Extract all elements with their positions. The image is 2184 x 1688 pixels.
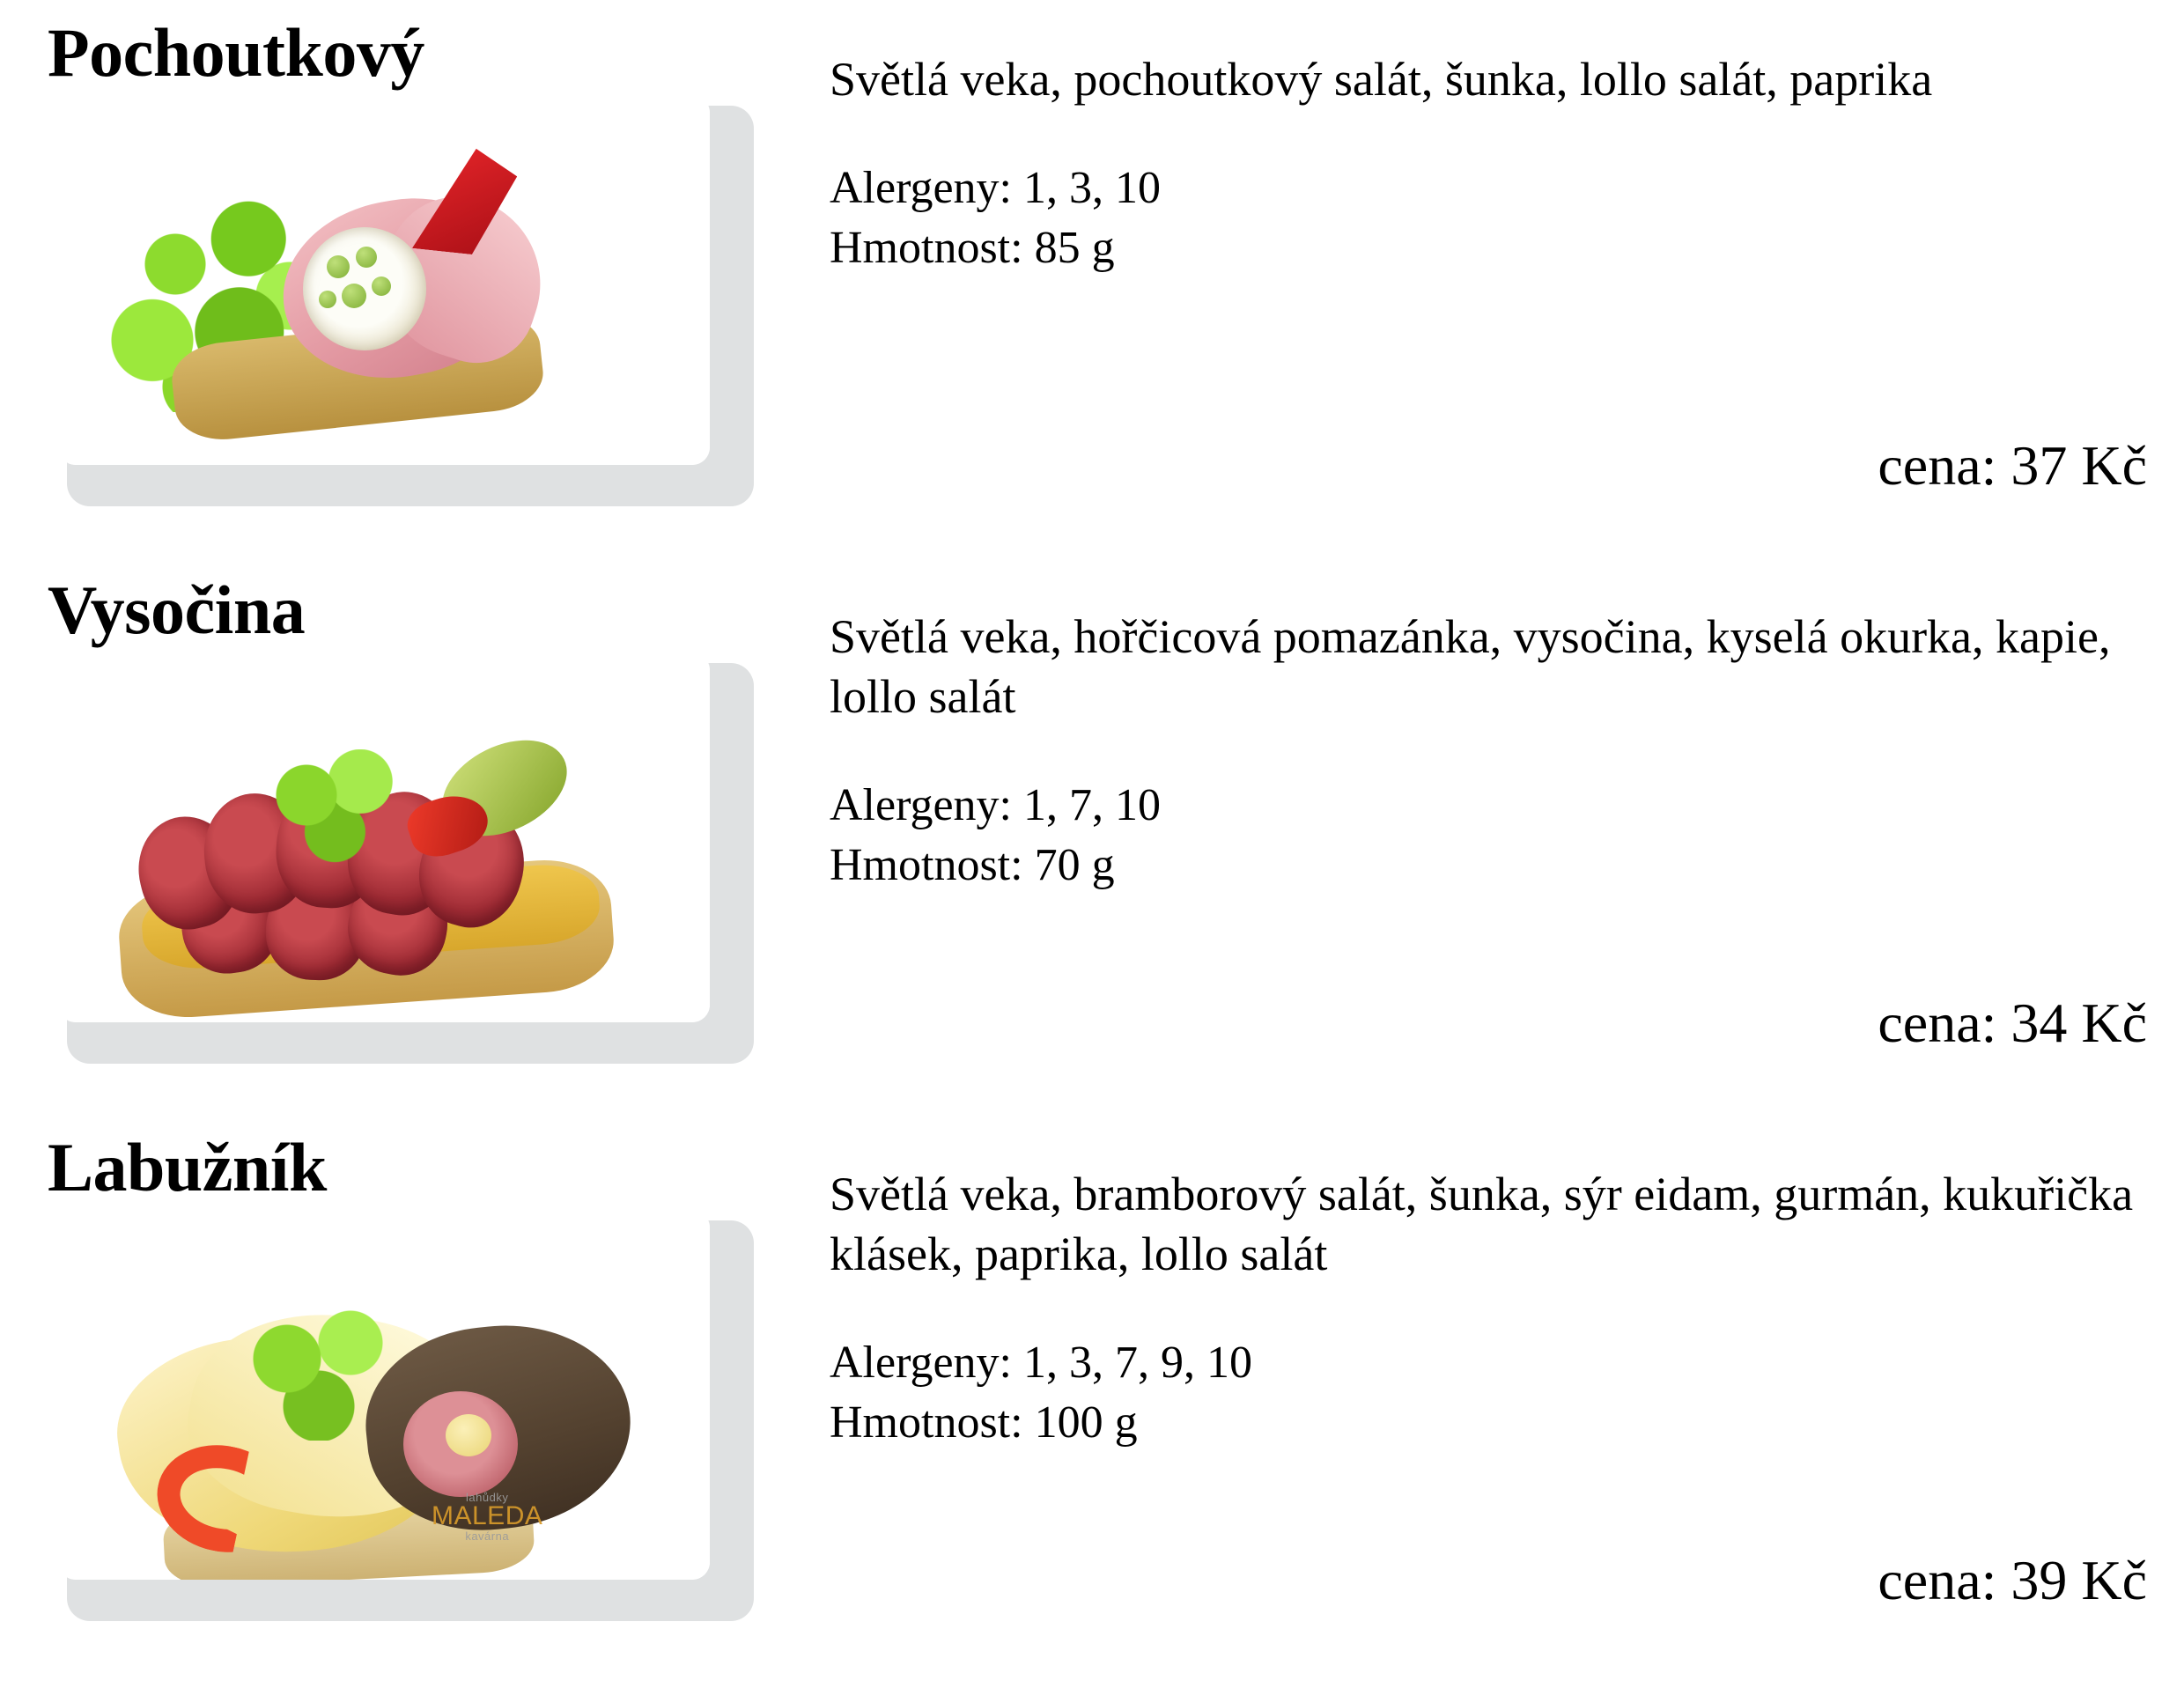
dish-weight: Hmotnost: 85 g — [830, 223, 1115, 273]
watermark-line-1: lahůdky — [466, 1491, 509, 1504]
dish-info — [830, 158, 2163, 278]
salami-sandwich-illustration — [58, 652, 710, 1022]
menu-item-media — [21, 16, 796, 509]
cheese-roll-illustration — [58, 1210, 710, 1580]
pea-shape — [356, 247, 377, 268]
dish-title: Vysočina — [48, 571, 306, 648]
dish-description: Světlá veka, bramborový salát, šunka, sýr eidam, gurmán, kukuřička klásek, paprika, lollo salát — [830, 1168, 2134, 1280]
dish-description: Světlá veka, pochoutkový salát, šunka, lollo salát, paprika — [830, 53, 1933, 106]
butter-dot-shape — [446, 1414, 491, 1456]
pea-shape — [319, 291, 336, 308]
dish-info — [830, 776, 2163, 896]
menu-item — [21, 1131, 2163, 1688]
lettuce-shape — [231, 1308, 407, 1441]
menu-item-text — [796, 573, 2163, 1131]
dish-photo — [58, 1210, 710, 1580]
dish-description: Světlá veka, hořčicová pomazánka, vysočina, kyselá okurka, kapie, lollo salát — [830, 610, 2111, 723]
lettuce-shape — [259, 749, 417, 864]
dish-allergens: Alergeny: 1, 3, 7, 9, 10 — [830, 1338, 1252, 1388]
dish-weight: Hmotnost: 100 g — [830, 1397, 1138, 1448]
dish-weight: Hmotnost: 70 g — [830, 840, 1115, 890]
dish-price: cena: 39 Kč — [1878, 1549, 2147, 1611]
pea-shape — [372, 276, 391, 296]
menu-item-text — [796, 1131, 2163, 1688]
menu-item-media — [21, 573, 796, 1066]
watermark-line-3: kavárna — [465, 1529, 510, 1543]
menu-item-media — [21, 1131, 796, 1624]
pea-shape — [327, 255, 350, 278]
dish-info — [830, 1333, 2163, 1453]
ham-roll-illustration — [58, 95, 710, 465]
dish-allergens: Alergeny: 1, 3, 10 — [830, 163, 1161, 213]
menu-item-text — [796, 16, 2163, 573]
dish-title: Labužník — [48, 1129, 327, 1205]
menu-item — [21, 16, 2163, 573]
menu-item — [21, 573, 2163, 1131]
watermark-line-2: MALEDA — [432, 1501, 543, 1531]
dish-photo — [58, 95, 710, 465]
dish-title: Pochoutkový — [48, 14, 424, 91]
dish-photo — [58, 652, 710, 1022]
dish-photo-frame — [58, 652, 754, 1066]
dish-photo-frame — [58, 1210, 754, 1624]
pea-shape — [342, 284, 366, 308]
dish-price: cena: 37 Kč — [1878, 434, 2147, 497]
dish-photo-frame — [58, 95, 754, 509]
dish-allergens: Alergeny: 1, 7, 10 — [830, 780, 1161, 830]
dish-price: cena: 34 Kč — [1878, 991, 2147, 1054]
